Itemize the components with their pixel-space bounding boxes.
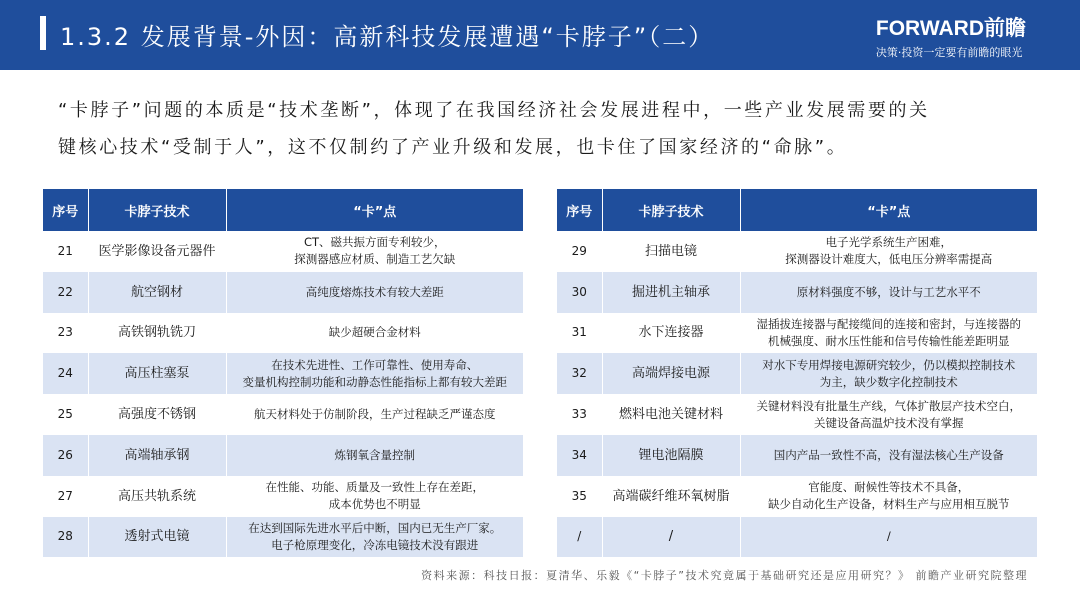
row-bottleneck [740, 435, 1037, 476]
right-table [557, 189, 1037, 557]
bottleneck-line: / [886, 529, 891, 544]
bottleneck-line: 对水下专用焊接电源研究较少，仍以模拟控制技术 [762, 357, 1016, 372]
row-bottleneck [226, 272, 523, 313]
bottleneck-line: 炼钢氧含量控制 [334, 447, 415, 462]
left-table-header [43, 189, 523, 231]
table-row [43, 476, 523, 517]
row-bottleneck [226, 394, 523, 435]
row-bottleneck [740, 353, 1037, 394]
left-table-body [43, 231, 523, 557]
row-technology: 医学影像设备元器件 [88, 231, 226, 272]
bottleneck-line: 缺少自动化生产设备，材料生产与应用相互脱节 [768, 497, 1010, 512]
row-bottleneck [226, 353, 523, 394]
bottleneck-line: 高纯度熔炼技术有较大差距 [305, 284, 444, 299]
row-number: 33 [557, 394, 602, 435]
row-technology: 高压柱塞泵 [88, 353, 226, 394]
row-number: 35 [557, 476, 602, 517]
row-number: 32 [557, 353, 602, 394]
table-row [557, 394, 1037, 435]
row-technology: / [602, 517, 740, 558]
table-row [43, 394, 523, 435]
table-row [43, 517, 523, 558]
row-bottleneck [226, 435, 523, 476]
header-no: 序号 [43, 189, 88, 231]
row-bottleneck [226, 231, 523, 272]
row-bottleneck [740, 517, 1037, 558]
brand-block [876, 12, 1026, 60]
bottleneck-line: 探测器设计难度大，低电压分辨率需提高 [785, 252, 993, 267]
row-bottleneck [740, 394, 1037, 435]
row-technology: 透射式电镜 [88, 517, 226, 558]
row-number: 26 [43, 435, 88, 476]
bottleneck-line: 电子枪原理变化，冷冻电镜技术没有跟进 [271, 537, 479, 552]
header-tech: 卡脖子技术 [88, 189, 226, 231]
header-bar [0, 0, 1080, 70]
row-number: 23 [43, 313, 88, 354]
row-number: 30 [557, 272, 602, 313]
row-number: 25 [43, 394, 88, 435]
slide-title: 1.3.2 发展背景-外因：高新科技发展遭遇“卡脖子”（二） [60, 23, 715, 51]
row-bottleneck [740, 231, 1037, 272]
bottleneck-line: 为主，缺少数字化控制技术 [819, 374, 958, 389]
intro-line-2: 键核心技术“受制于人”，这不仅制约了产业升级和发展，也卡住了国家经济的“命脉”。 [58, 137, 848, 158]
bottleneck-line: 变量机构控制功能和动静态性能指标上都有较大差距 [242, 374, 507, 389]
row-technology: 掘进机主轴承 [602, 272, 740, 313]
row-number: 28 [43, 517, 88, 558]
intro-line-1: “卡脖子”问题的本质是“技术垄断”，体现了在我国经济社会发展进程中，一些产业发展需要的关 [58, 100, 930, 121]
row-technology: 扫描电镜 [602, 231, 740, 272]
row-number: 24 [43, 353, 88, 394]
header-no: 序号 [557, 189, 602, 231]
row-number: 21 [43, 231, 88, 272]
intro-paragraph [58, 92, 1028, 166]
table-row [557, 435, 1037, 476]
row-number: 31 [557, 313, 602, 354]
row-number: 27 [43, 476, 88, 517]
bottleneck-line: 机械强度、耐水压性能和信号传输性能差距明显 [768, 333, 1010, 348]
table-row [43, 313, 523, 354]
bottleneck-line: 缺少超硬合金材料 [328, 325, 421, 340]
table-row [557, 272, 1037, 313]
row-bottleneck [226, 313, 523, 354]
bottleneck-line: 国内产品一致性不高，没有湿法核心生产设备 [773, 447, 1004, 462]
bottleneck-line: 探测器感应材质、制造工艺欠缺 [294, 252, 456, 267]
bottleneck-line: 在性能、功能、质量及一致性上存在差距， [265, 480, 484, 495]
row-technology: 高铁钢轨铣刀 [88, 313, 226, 354]
brand-logo: FORWARD前瞻 [875, 17, 1026, 40]
row-number: 22 [43, 272, 88, 313]
right-table-body [557, 231, 1037, 557]
row-technology: 高端焊接电源 [602, 353, 740, 394]
row-technology: 燃料电池关键材料 [602, 394, 740, 435]
row-technology: 高端碳纤维环氧树脂 [602, 476, 740, 517]
table-row [557, 231, 1037, 272]
table-row [43, 231, 523, 272]
row-bottleneck [226, 476, 523, 517]
left-table [43, 189, 523, 557]
row-technology: 水下连接器 [602, 313, 740, 354]
row-bottleneck [740, 476, 1037, 517]
bottleneck-line: 电子光学系统生产困难， [825, 235, 952, 250]
row-number: 29 [557, 231, 602, 272]
table-row [43, 435, 523, 476]
bottleneck-line: 原材料强度不够，设计与工艺水平不 [796, 284, 981, 299]
bottleneck-line: 在达到国际先进水平后中断，国内已无生产厂家。 [248, 520, 502, 535]
source-note: 资料来源：科技日报：夏清华、乐毅《“卡脖子”技术究竟属于基础研究还是应用研究？》 前瞻产业研究院整理 [421, 569, 1028, 582]
table-row [557, 476, 1037, 517]
row-technology: 高压共轨系统 [88, 476, 226, 517]
row-number: 34 [557, 435, 602, 476]
bottleneck-line: CT、磁共振方面专利较少， [303, 235, 446, 250]
bottleneck-line: 关键设备高温炉技术没有掌握 [814, 415, 964, 430]
bottleneck-line: 航天材料处于仿制阶段，生产过程缺乏严谨态度 [254, 407, 496, 422]
brand-slogan: 决策·投资一定要有前瞻的眼光 [875, 46, 1023, 59]
bottleneck-line: 成本优势也不明显 [328, 497, 421, 512]
bottleneck-line: 官能度、耐候性等技术不具备， [808, 480, 970, 495]
row-technology: 航空钢材 [88, 272, 226, 313]
row-technology: 高强度不锈钢 [88, 394, 226, 435]
row-technology: 锂电池隔膜 [602, 435, 740, 476]
header-point: “卡”点 [226, 189, 523, 231]
row-number: / [557, 517, 602, 558]
table-row [557, 313, 1037, 354]
bottleneck-line: 湿插拔连接器与配接缆间的连接和密封，与连接器的 [756, 316, 1021, 331]
table-row [557, 353, 1037, 394]
bottleneck-line: 在技术先进性、工作可靠性、使用寿命、 [271, 357, 479, 372]
header-tech: 卡脖子技术 [602, 189, 740, 231]
row-bottleneck [226, 517, 523, 558]
table-row [43, 353, 523, 394]
table-row [43, 272, 523, 313]
bottleneck-line: 关键材料没有批量生产线，气体扩散层产技术空白， [756, 398, 1021, 413]
header-point: “卡”点 [740, 189, 1037, 231]
right-table-header [557, 189, 1037, 231]
row-bottleneck [740, 313, 1037, 354]
title-accent-bar [40, 16, 46, 50]
row-technology: 高端轴承钢 [88, 435, 226, 476]
row-bottleneck [740, 272, 1037, 313]
table-row [557, 517, 1037, 558]
